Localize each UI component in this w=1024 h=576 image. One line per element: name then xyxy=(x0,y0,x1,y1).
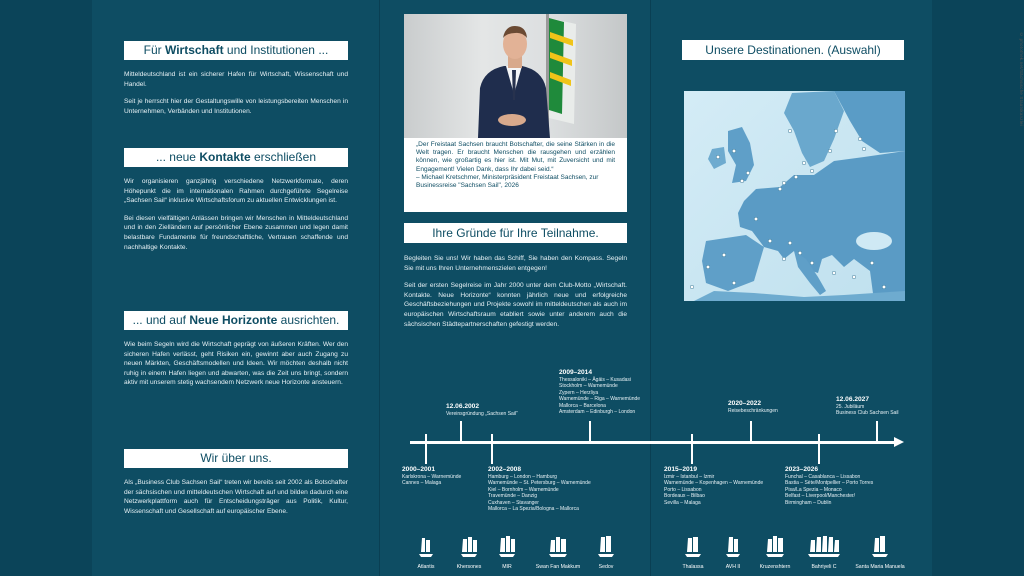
section-horizonte xyxy=(124,311,348,388)
ship: Swan Fan Makkum xyxy=(532,534,584,570)
timeline-entry: 2023–2026 Funchal – Casablanca – Lissabon Bastia – Sète/Montpellier – Porto Torres Pisa/La Spezia – Monaco Belfast – Liverpool/Manchester/ Birmingham – Dublin xyxy=(785,466,874,506)
timeline-entry: 2000–2001 Karlskrona – Warnemünde Cannes – Malaga xyxy=(402,466,462,487)
section-kontakte xyxy=(124,148,348,252)
timeline-tick xyxy=(750,421,752,444)
timeline-tick xyxy=(876,421,878,444)
paragraph: Seit je herrscht hier der Gestaltungswille von leistungsbereiten Menschen in Unternehmen, Verbänden und Institutionen. xyxy=(124,98,348,115)
timeline-entry: 2002–2008 Hamburg – London – Hamburg Warnemünde – St. Petersburg – Warnemünde Kiel – Bornholm – Warnemünde Travemünde – Danzig Cuxhaven – Stavanger Mallorca – La Spezia/Bologna – Mallorca xyxy=(488,466,591,513)
paragraph: Mitteldeutschland ist ein sicherer Hafen für Wirtschaft, Wissenschaft und Handel. xyxy=(124,71,348,88)
sailing-ship-icon xyxy=(547,534,569,558)
sailing-ship-icon xyxy=(869,534,891,558)
section-wirtschaft xyxy=(124,41,348,116)
left-margin-strip xyxy=(0,0,92,576)
europe-map-graphic xyxy=(684,91,905,301)
ship: Thalassa xyxy=(673,534,713,570)
paragraph: Wir organisieren ganzjährig verschiedene Netzwerkformate, deren Höhepunkt die im internationalen Rahmen durchgeführte Segelreise „Sachsen Sail“ inklusive Wirtschaftsforum zu aktuellen Entwicklungen ist. xyxy=(124,178,348,205)
ship: Sedov xyxy=(586,534,626,570)
ship: Bahriyeli C xyxy=(802,534,846,570)
section-destinationen xyxy=(682,40,904,60)
column-divider xyxy=(379,0,380,576)
section-ueber-uns xyxy=(124,449,348,516)
section-heading: Wir über uns. xyxy=(124,449,348,468)
timeline-entry: 2020–2022 Reisebeschränkungen xyxy=(728,400,778,414)
sailing-ship-icon xyxy=(682,534,704,558)
paragraph: Begleiten Sie uns! Wir haben das Schiff, Sie haben den Kompass. Segeln Sie mit uns Ihren Unternehmenszielen entgegen! xyxy=(404,255,627,272)
paragraph: Wie beim Segeln wird die Wirtschaft geprägt von äußeren Kräften. Wer den sicheren Hafen verlässt, geht Risiken ein, gewinnt aber auch Zugang zu neuen Märkten, Geschäftsmodellen und Ideen. Wir möchten deshalb nicht ruhig in einem Hafen liegen und abwarten, was die Zeit uns bringt, sondern aktiv mit unserem stetig wachsendem Netzwerk neue Horizonte ansteuern. xyxy=(124,341,348,387)
quote-box xyxy=(404,138,627,212)
section-heading: Für Wirtschaft und Institutionen ... xyxy=(124,41,348,60)
timeline-entry: 2015–2019 Izmir – Istanbul – Izmir Warnemünde – Kopenhagen – Warnemünde Porto – Lissabon Bordeaux – Bilbao Sevilla – Malaga xyxy=(664,466,764,506)
timeline-axis xyxy=(410,441,896,444)
sailing-ship-icon xyxy=(415,534,437,558)
photo-credit: © photothek.net/Sächsische Staatskanzlei xyxy=(1019,32,1024,126)
timeline-tick xyxy=(491,434,493,464)
section-heading: ... neue Kontakte erschließen xyxy=(124,148,348,167)
paragraph: Bei diesen vielfältigen Anlässen bringen wir Menschen in Mitteldeutschland und in den Zielländern auf persönlicher Ebene zusammen und legen damit belastbare Fundamente für freundschaftliche, Vertrauen schaffende und nachhaltige Kontakte. xyxy=(124,214,348,251)
timeline-tick xyxy=(818,434,820,464)
portrait-illustration xyxy=(404,14,627,138)
ship: AVH II xyxy=(713,534,753,570)
section-heading: Unsere Destinationen. (Auswahl) xyxy=(682,40,904,60)
sailing-ship-icon xyxy=(496,534,518,558)
paragraph: Seit der ersten Segelreise im Jahr 2000 unter dem Club-Motto „Wirtschaft. Kontakte. Neue Horizonte“ konnten jährlich neue und erfolgreiche Geschäftsbeziehungen und Projekte sowohl im mitteldeutschen als auch im europäischen Wirtschaftsraum etabliert sowie unter anderem auch die sächsischen Städtepartnerschaften gefestigt werden. xyxy=(404,282,627,328)
sailing-ship-icon xyxy=(595,534,617,558)
timeline-entry: 12.06.2002 Vereinsgründung „Sachsen Sail“ xyxy=(446,403,518,417)
ship: MIR xyxy=(487,534,527,570)
ship: Atlantis xyxy=(406,534,446,570)
sailing-ship-icon xyxy=(722,534,744,558)
timeline-tick xyxy=(460,421,462,444)
sailing-ship-icon xyxy=(458,534,480,558)
quote-source: – Michael Kretschmer, Ministerpräsident Freistaat Sachsen, zur Businessreise "Sachsen Sail", 2026 xyxy=(416,173,599,190)
ship: Santa Maria Manuela xyxy=(850,534,910,570)
section-heading: ... und auf Neue Horizonte ausrichten. xyxy=(124,311,348,330)
ship: Kruzenshtern xyxy=(753,534,797,570)
column-divider xyxy=(650,0,651,576)
timeline-arrow xyxy=(894,437,904,447)
timeline-entry: 2009–2014 Thessaloniki – Ägäis – Kusadasi Stockholm – Warnemünde Zypern – Herzliya Warnemünde – Riga – Warnemünde Mallorca – Barcelona Amsterdam – Edinburgh – London xyxy=(559,369,641,416)
section-gruende xyxy=(404,223,627,329)
timeline-tick xyxy=(589,421,591,444)
sailing-ship-icon xyxy=(806,534,842,558)
sailing-ship-icon xyxy=(764,534,786,558)
timeline-tick xyxy=(425,434,427,464)
paragraph: Als „Business Club Sachsen Sail“ treten wir bereits seit 2002 als Botschafter der sächsischen und mitteldeutschen Wirtschaft auf und bilden dadurch eine Netzwerkplattform auch für Entscheidungsträger aus Politik, Kultur, Wissenschaft und Gesellschaft auf europäischer Ebene. xyxy=(124,479,348,515)
section-heading: Ihre Gründe für Ihre Teilnahme. xyxy=(404,223,627,243)
right-margin-strip xyxy=(932,0,1024,576)
timeline-tick xyxy=(691,434,693,464)
ship: Khersones xyxy=(449,534,489,570)
europe-map xyxy=(684,91,905,301)
quote-text: „Der Freistaat Sachsen braucht Botschafter, die seine Stärken in die Welt tragen. Er braucht Menschen die rausgehen und erzählen können, wie großartig es hier ist. Mit Mut, mit Zuversicht und mit Engagement! Vielen Dank, dass Ihr dabei seid.“ xyxy=(416,141,615,173)
timeline-entry: 12.06.2027 25. Jubiläum Business Club Sachsen Sail xyxy=(836,396,899,417)
